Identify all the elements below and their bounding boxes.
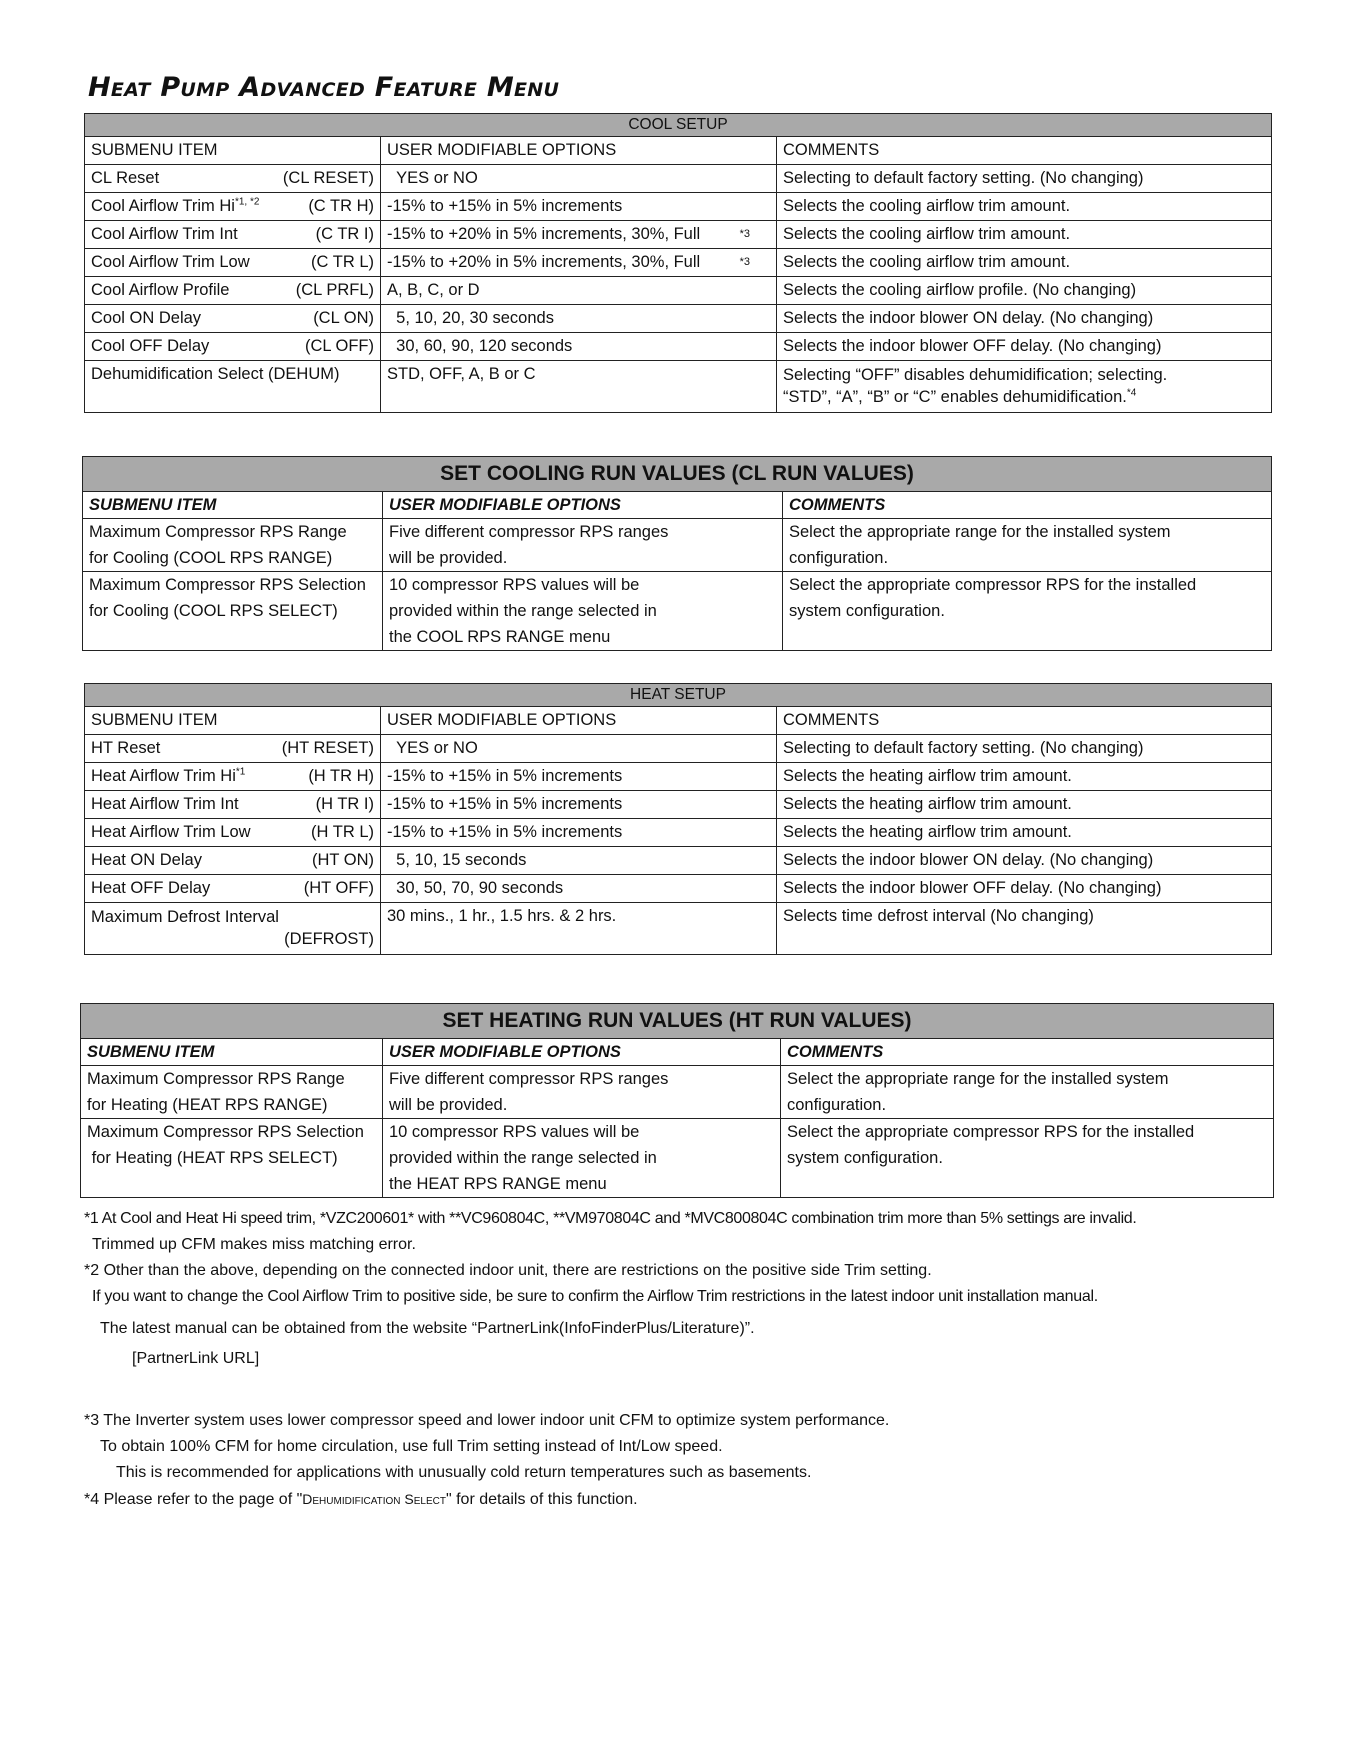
column-header: USER MODIFIABLE OPTIONS (383, 492, 783, 519)
submenu-item: Maximum Compressor RPS Range for Cooling (COOL RPS RANGE) (83, 519, 383, 572)
footnote-3-note: This is recommended for applications with unusually cold return temperatures such as basements. (116, 1464, 812, 1481)
column-header: SUBMENU ITEM (81, 1039, 383, 1066)
menu-code: (H TR H) (308, 767, 374, 785)
option-cell: YES or NO (381, 165, 777, 193)
table-row (85, 333, 1272, 361)
menu-code: (C TR I) (315, 225, 374, 243)
menu-code: (CL OFF) (304, 337, 374, 355)
menu-code: (DEFROST) (284, 930, 374, 948)
option-cell: A, B, C, or D (381, 277, 777, 305)
submenu-item: Maximum Defrost Interval (DEFROST) (85, 903, 381, 955)
comment-cell: Selecting “OFF” disables dehumidification; selecting. “STD”, “A”, “B” or “C” enables dehumidification.$^{*4}$ (777, 361, 1272, 413)
option-cell: -15% to +15% in 5% increments (381, 763, 777, 791)
heat-run-values-table (80, 1003, 1274, 1198)
section-title: COOL SETUP (85, 114, 1272, 137)
footnote-ref: *4 (1126, 387, 1137, 399)
menu-code: (HT RESET) (281, 739, 374, 757)
comment-cell: Selects the indoor blower ON delay. (No changing) (777, 305, 1272, 333)
menu-code: (CL ON) (313, 309, 374, 327)
option-cell: -15% to +15% in 5% increments (381, 819, 777, 847)
table-row (85, 193, 1272, 221)
table-row (85, 819, 1272, 847)
menu-code: (H TR L) (311, 823, 374, 841)
menu-code: (CL RESET) (282, 169, 374, 187)
table-row (85, 763, 1272, 791)
comment-cell: Select the appropriate range for the installed system configuration. (781, 1066, 1274, 1119)
comment-cell: Select the appropriate compressor RPS for the installed system configuration. (781, 1119, 1274, 1198)
submenu-item: Cool OFF Delay (CL OFF) (85, 333, 381, 361)
column-header: COMMENTS (783, 492, 1272, 519)
header-row (83, 492, 1272, 519)
comment-cell: Selects the heating airflow trim amount. (777, 791, 1272, 819)
footnote-2-continued: If you want to change the Cool Airflow Trim to positive side, be sure to confirm the Airflow Trim restrictions in the latest indoor unit installation manual. (92, 1288, 1098, 1305)
submenu-item: Heat Airflow Trim Int (H TR I) (85, 791, 381, 819)
submenu-item: Maximum Compressor RPS Selection for Cooling (COOL RPS SELECT) (83, 572, 383, 651)
table-row (85, 361, 1272, 413)
option-cell: 5, 10, 15 seconds (381, 847, 777, 875)
column-header: SUBMENU ITEM (85, 137, 381, 165)
table-row (85, 875, 1272, 903)
table-row (83, 572, 1272, 651)
table-row (83, 519, 1272, 572)
column-header: COMMENTS (777, 707, 1272, 735)
submenu-item: HT Reset (HT RESET) (85, 735, 381, 763)
column-header: SUBMENU ITEM (85, 707, 381, 735)
table-row (85, 221, 1272, 249)
table-row (85, 277, 1272, 305)
table-row (85, 735, 1272, 763)
dehumidification-select-reference: Dehumidification Select (302, 1491, 446, 1507)
submenu-item: Heat Airflow Trim Low (H TR L) (85, 819, 381, 847)
column-header: COMMENTS (777, 137, 1272, 165)
option-cell: 30, 50, 70, 90 seconds (381, 875, 777, 903)
section-title: HEAT SETUP (85, 684, 1272, 707)
submenu-item: CL Reset (CL RESET) (85, 165, 381, 193)
section-title: SET COOLING RUN VALUES (CL RUN VALUES) (83, 457, 1272, 492)
menu-code: (C TR H) (308, 197, 374, 215)
option-cell: -15% to +20% in 5% increments, 30%, Full *3 (381, 249, 777, 277)
submenu-item: Heat OFF Delay (HT OFF) (85, 875, 381, 903)
column-header: USER MODIFIABLE OPTIONS (383, 1039, 781, 1066)
option-cell: 10 compressor RPS values will be provided within the range selected in the COOL RPS RANGE menu (383, 572, 783, 651)
table-row (85, 165, 1272, 193)
submenu-item: Dehumidification Select (DEHUM) (85, 361, 381, 413)
comment-cell: Selects the indoor blower OFF delay. (No changing) (777, 333, 1272, 361)
comment-cell: Selects the cooling airflow trim amount. (777, 249, 1272, 277)
footnote-2-manual: The latest manual can be obtained from the website “PartnerLink(InfoFinderPlus/Literature)”. (100, 1320, 755, 1337)
comment-cell: Selects the heating airflow trim amount. (777, 763, 1272, 791)
menu-code: (HT OFF) (303, 879, 374, 897)
option-cell: -15% to +20% in 5% increments, 30%, Full *3 (381, 221, 777, 249)
comment-cell: Selects the heating airflow trim amount. (777, 819, 1272, 847)
submenu-item: Maximum Compressor RPS Range for Heating (HEAT RPS RANGE) (81, 1066, 383, 1119)
menu-code: (CL PRFL) (295, 281, 374, 299)
footnote-3-continued: To obtain 100% CFM for home circulation, use full Trim setting instead of Int/Low speed. (100, 1438, 723, 1455)
option-cell: YES or NO (381, 735, 777, 763)
comment-cell: Selects the cooling airflow trim amount. (777, 221, 1272, 249)
comment-cell: Selects time defrost interval (No changing) (777, 903, 1272, 955)
submenu-item: Cool Airflow Trim $Hi^{*1, *2}$ (C TR H) (85, 193, 381, 221)
comment-cell: Select the appropriate range for the installed system configuration. (783, 519, 1272, 572)
footnote-ref: *1 (235, 766, 246, 778)
comment-cell: Selects the cooling airflow profile. (No changing) (777, 277, 1272, 305)
heat-setup-table (84, 683, 1272, 955)
option-cell: STD, OFF, A, B or C (381, 361, 777, 413)
partnerlink-url: [PartnerLink URL] (132, 1350, 260, 1367)
cool-run-values-table (82, 456, 1272, 651)
table-row (85, 847, 1272, 875)
comment-cell: Selecting to default factory setting. (No changing) (777, 165, 1272, 193)
comment-cell: Selects the indoor blower OFF delay. (No changing) (777, 875, 1272, 903)
option-cell: -15% to +15% in 5% increments (381, 791, 777, 819)
footnote-1: *1 At Cool and Heat Hi speed trim, *VZC200601* with **VC960804C, **VM970804C and *MVC800804C combination trim more than 5% settings are invalid. (84, 1210, 1137, 1227)
option-cell: -15% to +15% in 5% increments (381, 193, 777, 221)
option-cell: Five different compressor RPS ranges will be provided. (383, 1066, 781, 1119)
menu-code: (DEHUM) (268, 365, 340, 383)
submenu-item: Cool Airflow Trim Int (C TR I) (85, 221, 381, 249)
table-row (85, 791, 1272, 819)
option-cell: 30, 60, 90, 120 seconds (381, 333, 777, 361)
header-row (85, 137, 1272, 165)
submenu-item: Heat ON Delay (HT ON) (85, 847, 381, 875)
footnote-2: *2 Other than the above, depending on the connected indoor unit, there are restrictions on the positive side Trim setting. (84, 1262, 932, 1279)
menu-code: (C TR L) (311, 253, 374, 271)
footnote-4: *4 Please refer to the page of "Dehumidification Select" for details of this function. (84, 1491, 638, 1508)
footnotes (84, 1206, 1344, 1513)
table-row (81, 1066, 1274, 1119)
footnote-1-continued: Trimmed up CFM makes miss matching error. (92, 1236, 416, 1253)
menu-code: (H TR I) (315, 795, 374, 813)
column-header: COMMENTS (781, 1039, 1274, 1066)
submenu-item: Cool ON Delay (CL ON) (85, 305, 381, 333)
cool-setup-table (84, 113, 1272, 413)
comment-cell: Selects the cooling airflow trim amount. (777, 193, 1272, 221)
column-header: USER MODIFIABLE OPTIONS (381, 137, 777, 165)
table-row (81, 1119, 1274, 1198)
option-cell: Five different compressor RPS ranges will be provided. (383, 519, 783, 572)
page-title: Heat Pump Advanced Feature Menu (88, 72, 560, 103)
footnote-3: *3 The Inverter system uses lower compressor speed and lower indoor unit CFM to optimize system performance. (84, 1412, 890, 1429)
table-row (85, 249, 1272, 277)
comment-cell: Selects the indoor blower ON delay. (No changing) (777, 847, 1272, 875)
table-row (85, 305, 1272, 333)
option-cell: 10 compressor RPS values will be provided within the range selected in the HEAT RPS RANGE menu (383, 1119, 781, 1198)
footnote-ref: *3 (739, 228, 750, 240)
column-header: SUBMENU ITEM (83, 492, 383, 519)
header-row (81, 1039, 1274, 1066)
submenu-item: Heat Airflow Trim Hi$^{*1}$ (H TR H) (85, 763, 381, 791)
option-cell: 5, 10, 20, 30 seconds (381, 305, 777, 333)
footnote-ref: *3 (739, 256, 750, 268)
option-cell: 30 mins., 1 hr., 1.5 hrs. & 2 hrs. (381, 903, 777, 955)
submenu-item: Maximum Compressor RPS Selection for Heating (HEAT RPS SELECT) (81, 1119, 383, 1198)
table-row (85, 903, 1272, 955)
submenu-item: Cool Airflow Profile (CL PRFL) (85, 277, 381, 305)
comment-cell: Selecting to default factory setting. (No changing) (777, 735, 1272, 763)
header-row (85, 707, 1272, 735)
column-header: USER MODIFIABLE OPTIONS (381, 707, 777, 735)
menu-code: (HT ON) (311, 851, 374, 869)
submenu-item: Cool Airflow Trim Low (C TR L) (85, 249, 381, 277)
comment-cell: Select the appropriate compressor RPS for the installed system configuration. (783, 572, 1272, 651)
section-title: SET HEATING RUN VALUES (HT RUN VALUES) (81, 1004, 1274, 1039)
footnote-ref: *1, *2 (234, 196, 260, 208)
